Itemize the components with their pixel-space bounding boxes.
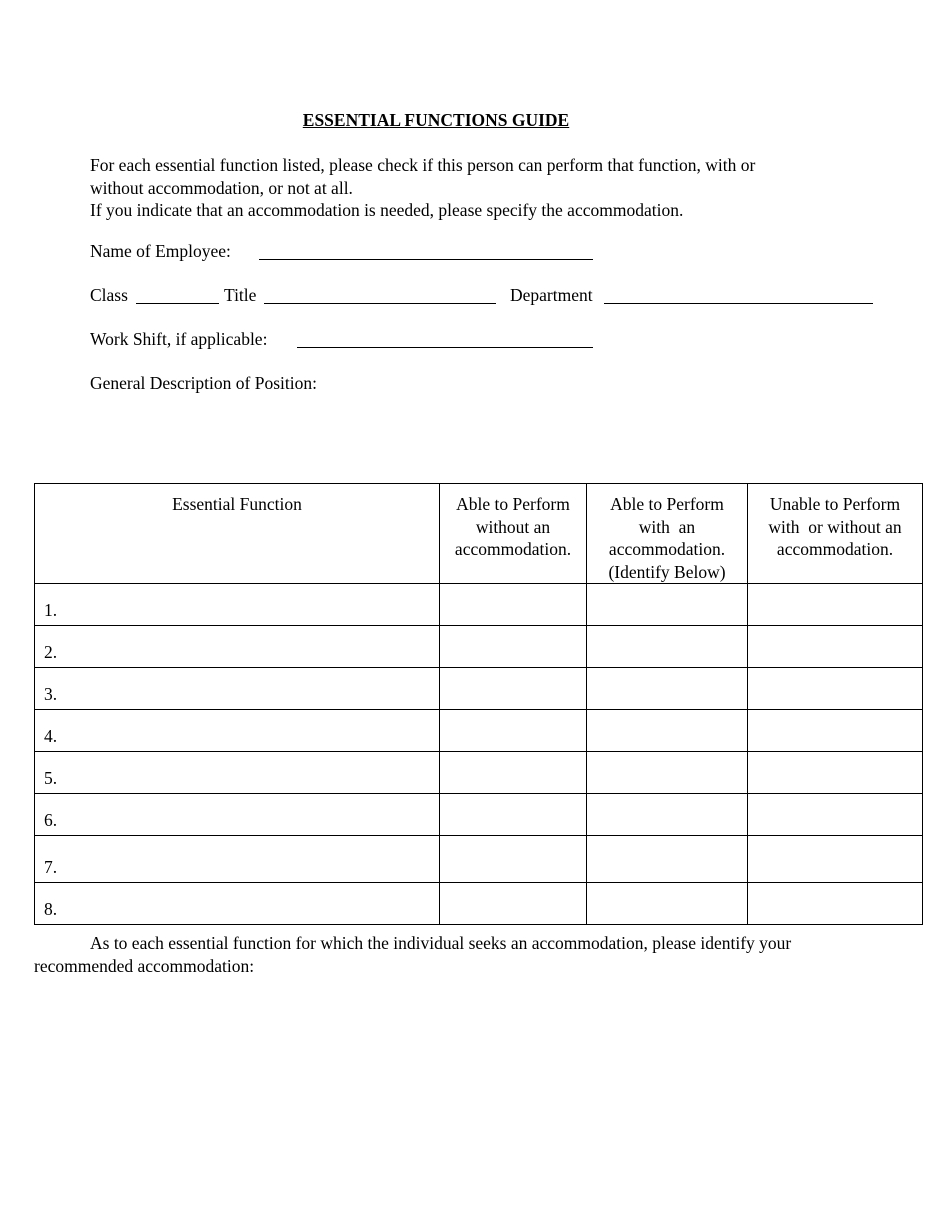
- able-with-cell[interactable]: [587, 794, 748, 836]
- class-field[interactable]: [136, 287, 219, 304]
- recommended-accommodation-area[interactable]: [34, 985, 922, 1185]
- table-row: [35, 836, 923, 883]
- able-with-cell[interactable]: [587, 752, 748, 794]
- essential-functions-table: [34, 483, 923, 925]
- employee-name-row: [90, 241, 231, 262]
- able-with-cell[interactable]: [587, 668, 748, 710]
- function-cell[interactable]: 7.: [35, 836, 440, 883]
- able-without-cell[interactable]: [440, 752, 587, 794]
- class-label: Class: [90, 285, 128, 305]
- work-shift-label: Work Shift, if applicable:: [90, 329, 268, 349]
- function-cell[interactable]: 3.: [35, 668, 440, 710]
- unable-cell[interactable]: [748, 668, 923, 710]
- able-without-cell[interactable]: [440, 794, 587, 836]
- work-shift-label-wrap: [90, 329, 267, 350]
- header-able-with: [587, 484, 748, 584]
- table-row: [35, 584, 923, 626]
- closing-line-1: As to each essential function for which the individual seeks an accommodation, please identify your: [90, 933, 792, 953]
- header-text: accommodation.: [608, 539, 726, 559]
- header-text: with an: [638, 516, 696, 537]
- employee-name-field[interactable]: [259, 243, 593, 260]
- able-without-cell[interactable]: [440, 883, 587, 925]
- title-label-wrap: [224, 285, 256, 306]
- function-cell[interactable]: 2.: [35, 626, 440, 668]
- unable-cell[interactable]: [748, 836, 923, 883]
- department-field[interactable]: [604, 287, 873, 304]
- able-without-cell[interactable]: [440, 626, 587, 668]
- unable-cell[interactable]: [748, 710, 923, 752]
- able-with-cell[interactable]: [587, 584, 748, 626]
- function-cell[interactable]: 8.: [35, 883, 440, 925]
- function-cell[interactable]: 1.: [35, 584, 440, 626]
- table-row: [35, 883, 923, 925]
- general-description-label: General Description of Position:: [90, 373, 317, 393]
- work-shift-field[interactable]: [297, 331, 593, 348]
- header-text: accommodation.: [776, 539, 894, 559]
- able-without-cell[interactable]: [440, 710, 587, 752]
- closing-line-2: recommended accommodation:: [34, 955, 255, 976]
- table-row: [35, 626, 923, 668]
- header-able-without: [440, 484, 587, 584]
- class-label-wrap: [90, 285, 128, 306]
- able-without-cell[interactable]: [440, 584, 587, 626]
- function-cell[interactable]: 4.: [35, 710, 440, 752]
- header-text: without an: [475, 516, 551, 537]
- header-text: Able to Perform: [456, 494, 570, 514]
- header-text: Able to Perform: [610, 494, 724, 514]
- header-unable: [748, 484, 923, 584]
- department-label: Department: [510, 285, 593, 305]
- instructions-line-2: without accommodation, or not at all.: [90, 177, 353, 198]
- function-cell[interactable]: 6.: [35, 794, 440, 836]
- table-header-row: [35, 484, 923, 584]
- closing-paragraph: [34, 932, 791, 977]
- header-essential-function-text: Essential Function: [172, 494, 302, 514]
- table-row: [35, 752, 923, 794]
- title-field[interactable]: [264, 287, 496, 304]
- general-description-area[interactable]: [90, 400, 870, 470]
- function-cell[interactable]: 5.: [35, 752, 440, 794]
- able-without-cell[interactable]: [440, 668, 587, 710]
- unable-cell[interactable]: [748, 584, 923, 626]
- department-label-wrap: [510, 285, 593, 306]
- header-text: with or without an: [768, 516, 902, 537]
- able-with-cell[interactable]: [587, 836, 748, 883]
- instructions: [90, 154, 850, 222]
- header-essential-function: [35, 484, 440, 584]
- able-with-cell[interactable]: [587, 710, 748, 752]
- unable-cell[interactable]: [748, 752, 923, 794]
- able-with-cell[interactable]: [587, 883, 748, 925]
- title-label: Title: [224, 285, 257, 305]
- table-row: [35, 794, 923, 836]
- header-text: Unable to Perform: [769, 494, 901, 514]
- able-without-cell[interactable]: [440, 836, 587, 883]
- employee-name-label: Name of Employee:: [90, 241, 231, 261]
- instructions-line-3: If you indicate that an accommodation is needed, please specify the accommodation.: [90, 200, 684, 220]
- header-text: (Identify Below): [608, 561, 726, 582]
- unable-cell[interactable]: [748, 626, 923, 668]
- unable-cell[interactable]: [748, 883, 923, 925]
- instructions-line-1: For each essential function listed, please check if this person can perform that function, with or: [90, 155, 756, 175]
- able-with-cell[interactable]: [587, 626, 748, 668]
- table-row: [35, 710, 923, 752]
- unable-cell[interactable]: [748, 794, 923, 836]
- table-row: [35, 668, 923, 710]
- header-text: accommodation.: [454, 539, 572, 559]
- document-title: ESSENTIAL FUNCTIONS GUIDE: [302, 110, 570, 130]
